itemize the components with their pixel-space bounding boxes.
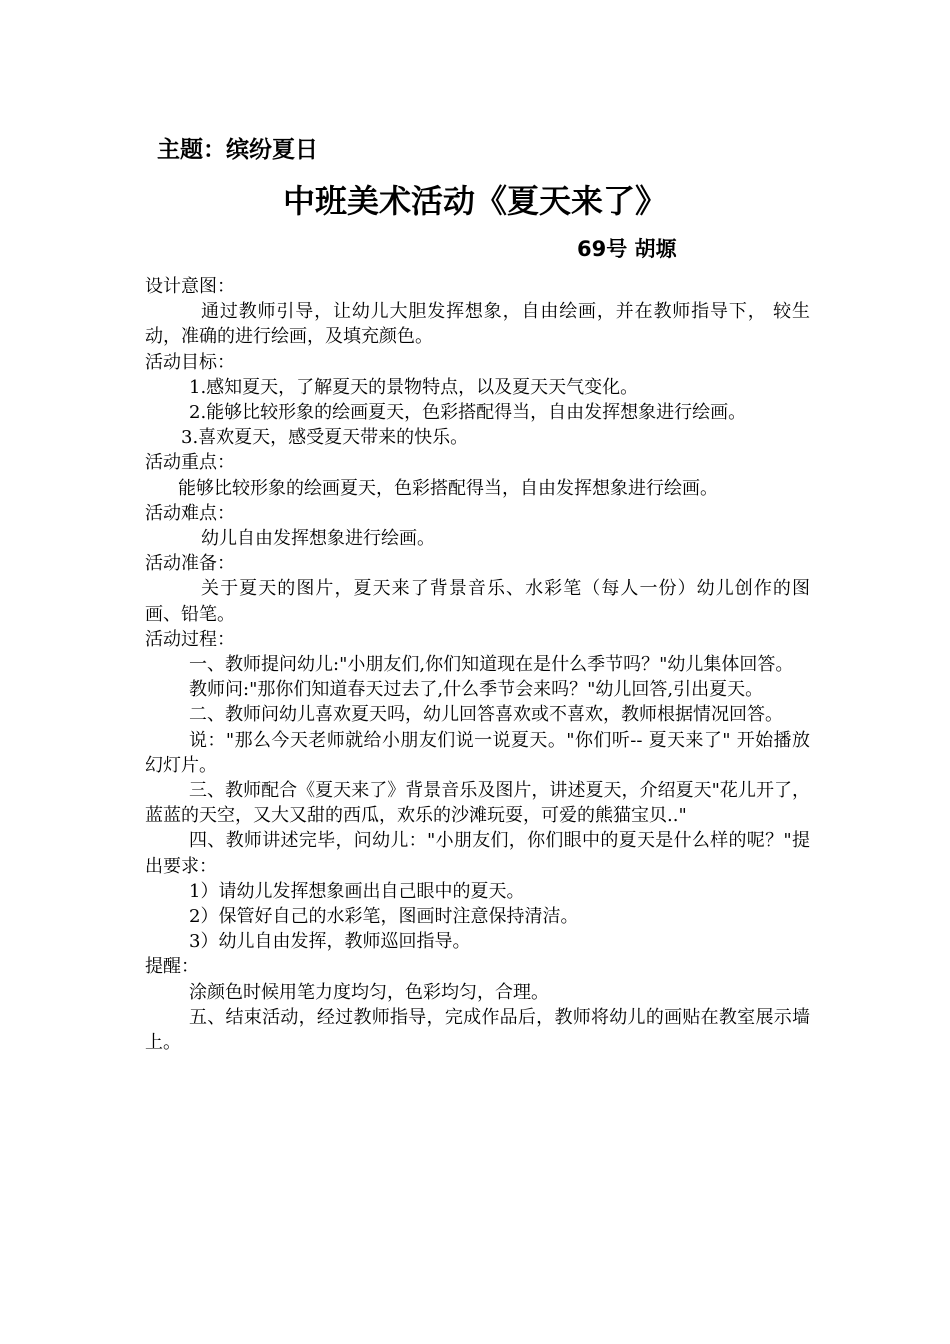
design-intent-label: 设计意图： [145, 276, 235, 297]
requirement-1: 1）请幼儿发挥想象画出自己眼中的夏天。 [189, 880, 525, 902]
document-title: 中班美术活动《夏天来了》 [282, 182, 667, 220]
preparation-text: 关于夏天的图片，夏天来了背景音乐、水彩笔（每人一份）幼儿创作的图画、铅笔。 [145, 578, 810, 625]
focus-text: 能够比较形象的绘画夏天，色彩搭配得当，自由发挥想象进行绘画。 [178, 477, 718, 499]
requirement-3: 3）幼儿自由发挥，教师巡回指导。 [189, 931, 471, 953]
reminder-text: 涂颜色时候用笔力度均匀，色彩均匀，合理。 [189, 981, 549, 1003]
goal-item-2: 2.能够比较形象的绘画夏天，色彩搭配得当，自由发挥想象进行绘画。 [189, 402, 747, 424]
requirement-2: 2）保管好自己的水彩笔，图画时注意保持清洁。 [189, 906, 579, 928]
focus-label: 活动重点： [145, 452, 235, 474]
difficulty-text: 幼儿自由发挥想象进行绘画。 [201, 528, 435, 550]
preparation-label: 活动准备： [145, 553, 235, 575]
process-step-2: 二、教师问幼儿喜欢夏天吗，幼儿回答喜欢或不喜欢，教师根据情况回答。 [189, 704, 783, 726]
process-step-1: 一、教师提问幼儿:"小朋友们,你们知道现在是什么季节吗？"幼儿集体回答。 [189, 654, 794, 676]
goals-label: 活动目标： [145, 351, 235, 373]
difficulty-label: 活动难点： [145, 502, 235, 524]
theme-heading: 主题：缤纷夏日 [157, 137, 318, 163]
process-label: 活动过程： [145, 628, 235, 650]
document-body [145, 274, 810, 1055]
process-step-say: 说："那么今天老师就给小朋友们说一说夏天。"你们听-- 夏天来了" 开始播放幻灯片。 [145, 729, 810, 776]
design-intent-text: 通过教师引导，让幼儿大胆发挥想象，自由绘画，并在教师指导下， 较生动，准确的进行绘画，及填充颜色。 [145, 301, 810, 348]
reminder-label: 提醒： [145, 956, 199, 978]
process-step-4: 四、教师讲述完毕，问幼儿："小朋友们，你们眼中的夏天是什么样的呢？"提出要求： [145, 830, 810, 877]
goal-item-3: 3.喜欢夏天，感受夏天带来的快乐。 [181, 427, 469, 449]
goal-item-1: 1.感知夏天，了解夏天的景物特点，以及夏天天气变化。 [189, 376, 639, 398]
process-step-3: 三、教师配合《夏天来了》背景音乐及图片，讲述夏天，介绍夏天"花儿开了，蓝蓝的天空，又大又甜的西瓜，欢乐的沙滩玩耍，可爱的熊猫宝贝.." [145, 780, 810, 827]
process-step-5: 五、结束活动，经过教师指导，完成作品后，教师将幼儿的画贴在教室展示墙上。 [145, 1006, 810, 1054]
author-line: 69号 胡塬 [577, 237, 677, 261]
process-step-teacher-question: 教师问:"那你们知道春天过去了,什么季节会来吗？"幼儿回答,引出夏天。 [189, 679, 764, 701]
